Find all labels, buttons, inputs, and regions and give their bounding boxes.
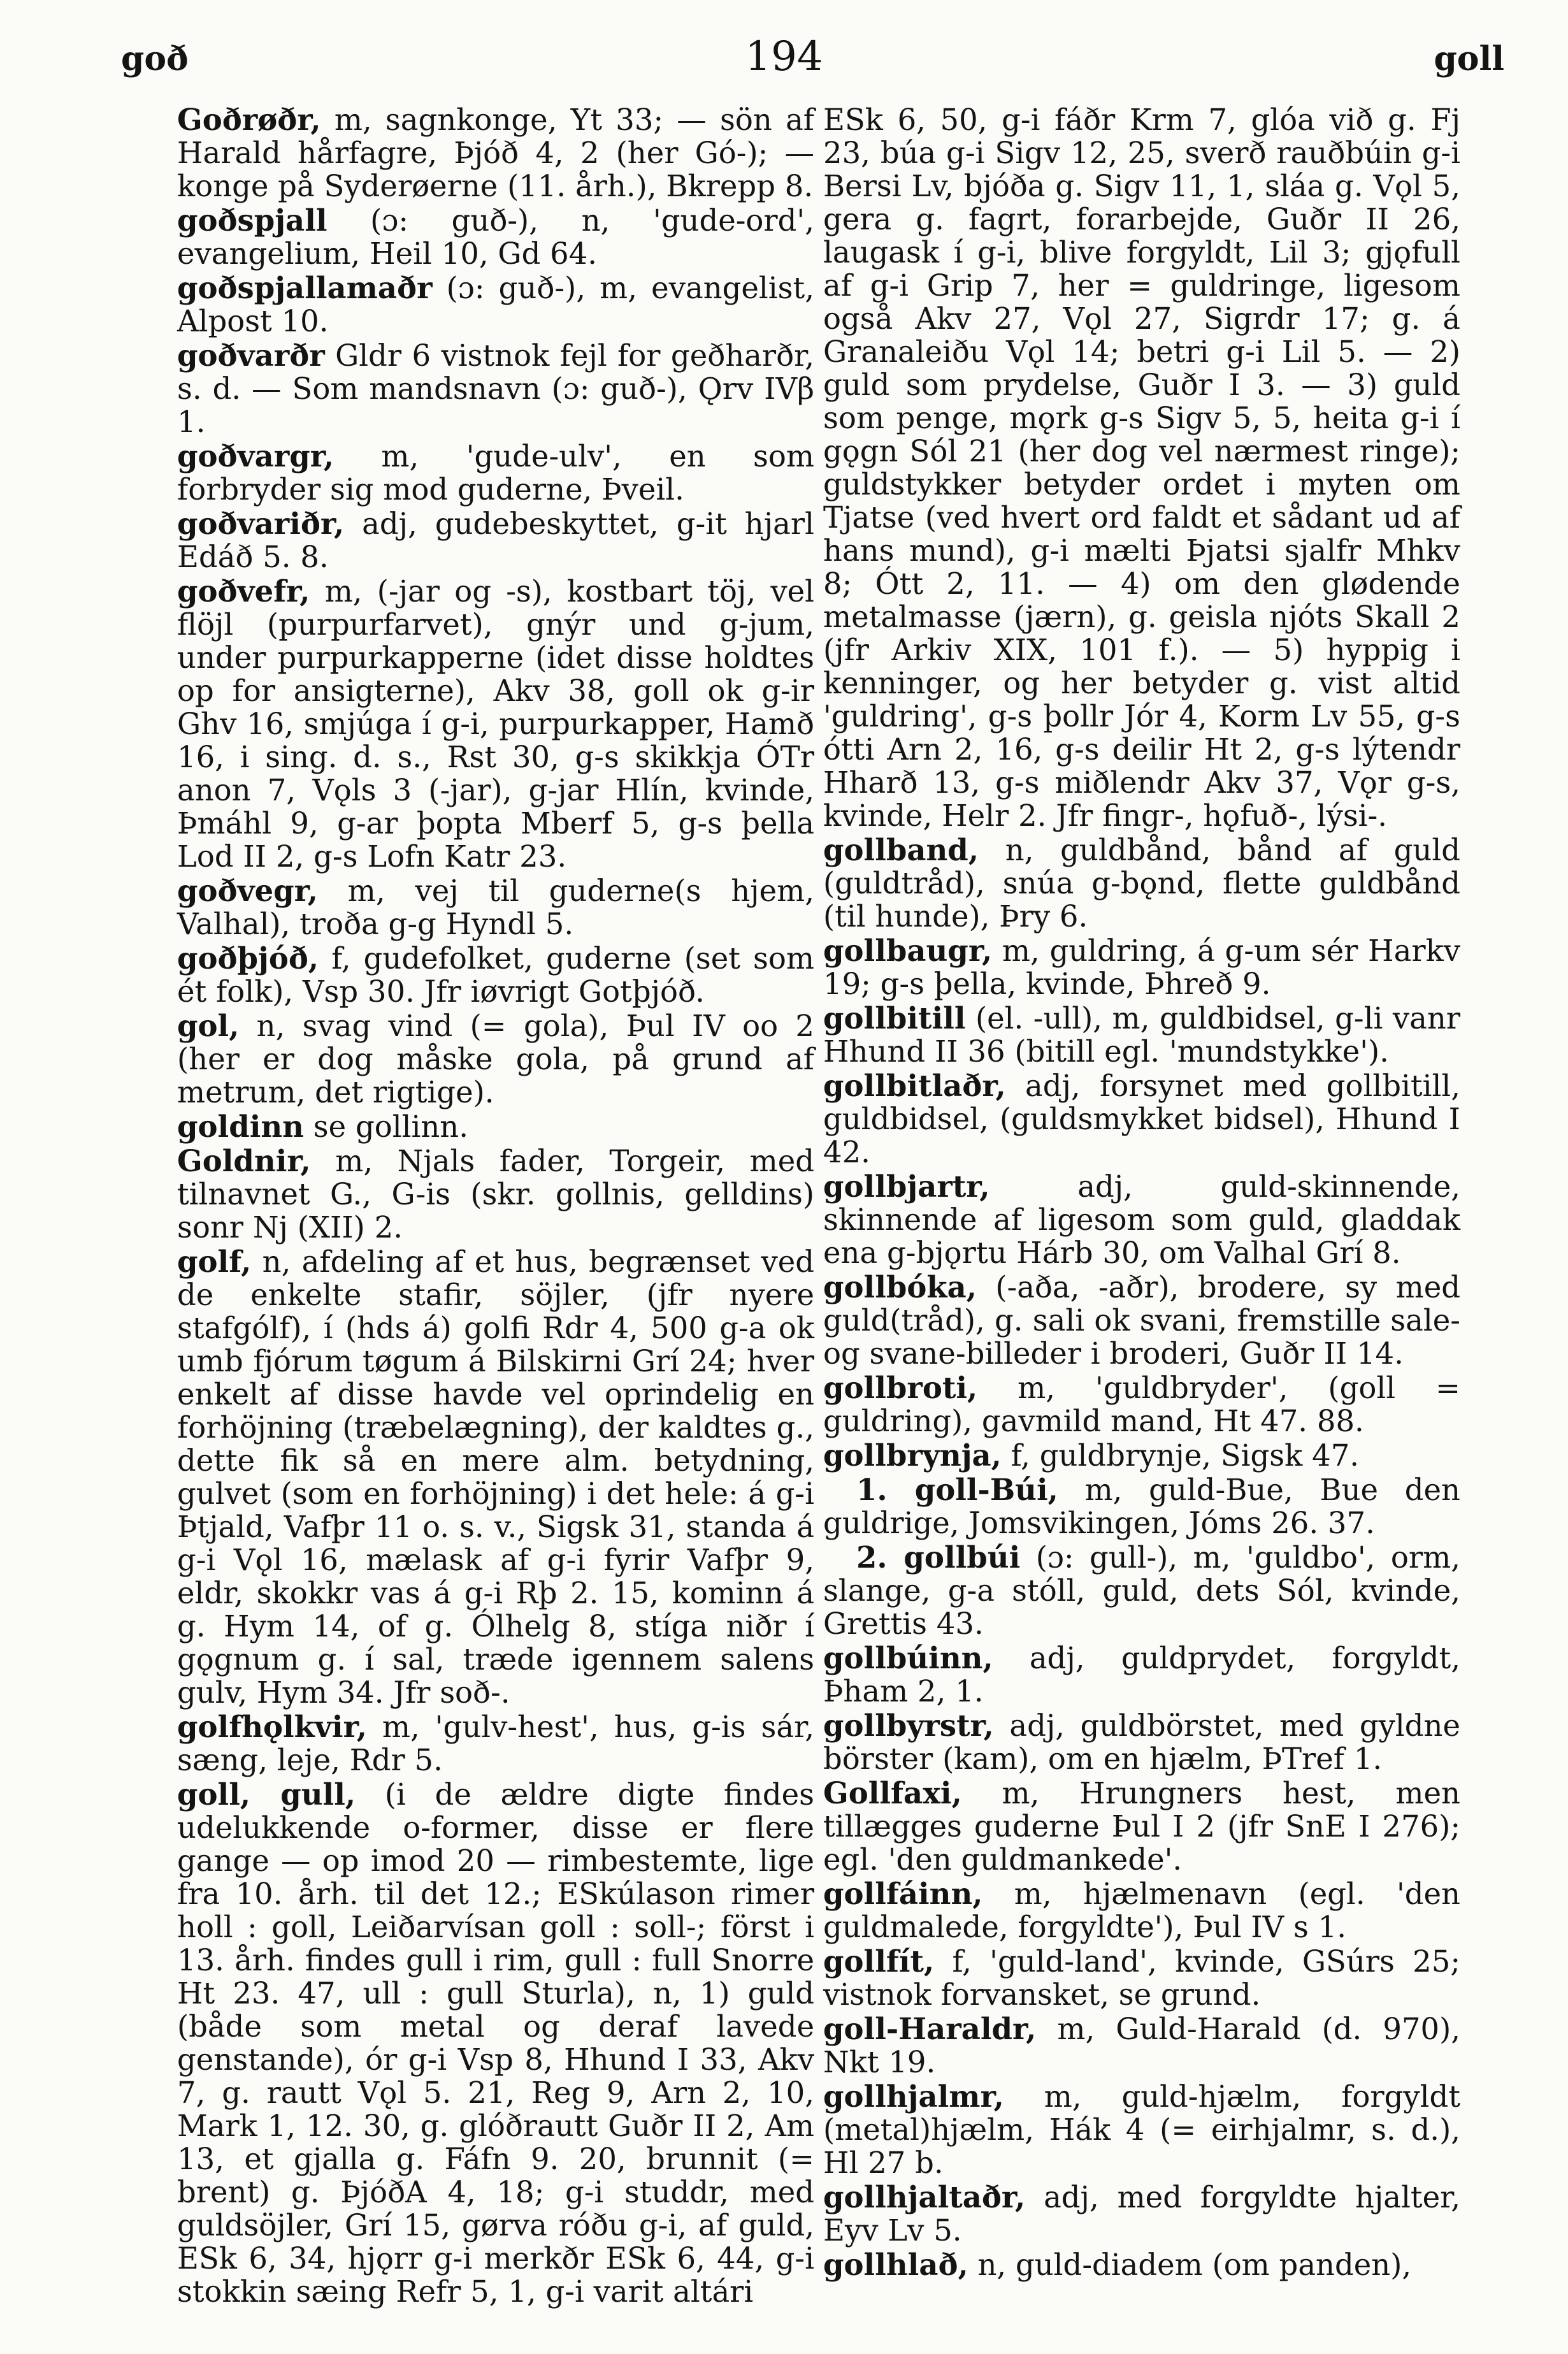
entry-headword: gol, — [177, 1008, 240, 1043]
page-number: 194 — [745, 33, 823, 80]
dictionary-entry — [177, 440, 814, 506]
dictionary-entry — [177, 874, 814, 941]
dictionary-entry — [177, 507, 814, 574]
page-header — [0, 33, 1568, 90]
entry-definition: m, vej til guderne(s hjem, Valhal), troða g-g Hyndl 5. — [177, 874, 814, 941]
dictionary-entry — [177, 339, 814, 438]
entry-headword: gollhjalmr, — [823, 2079, 1004, 2114]
dictionary-entry — [177, 204, 814, 270]
entry-definition: m, Guld-Harald (d. 970), Nkt 19. — [823, 2012, 1461, 2079]
entry-definition: f, 'guld-land', kvinde, GSúrs 25; vistnok forvansket, se grund. — [823, 1944, 1461, 2012]
dictionary-entry — [823, 1945, 1460, 2011]
dictionary-entry — [177, 575, 814, 873]
entry-headword: gollbjartr, — [823, 1169, 990, 1204]
entry-headword: goll-Haraldr, — [823, 2011, 1037, 2046]
dictionary-entry — [823, 1642, 1460, 1708]
entry-definition: n, svag vind (= gola), Þul IV oo 2 (her er dog måske gola, på grund af metrum, det rigtige). — [177, 1009, 814, 1109]
dictionary-entry — [177, 1778, 814, 2308]
dictionary-entry — [823, 2012, 1460, 2079]
entry-definition: n, guld-diadem (om panden), — [977, 2248, 1412, 2282]
dictionary-entry — [823, 2080, 1460, 2179]
entry-definition: adj, guld-skinnende, skinnende af ligesom som guld, gladdak ena g-bjǫrtu Hárb 30, om Valhal Grí 8. — [823, 1169, 1461, 1270]
dictionary-entry — [823, 2248, 1460, 2281]
entry-definition: f, guldbrynje, Sigsk 47. — [1011, 1438, 1360, 1473]
left-column — [177, 103, 814, 2309]
dictionary-entry — [823, 1170, 1460, 1269]
dictionary-entry — [823, 1371, 1460, 1438]
dictionary-entry — [177, 1009, 814, 1109]
entry-definition: (ɔ: guð-), m, evangelist, Alpost 10. — [177, 271, 814, 338]
entry-definition: (ɔ: guð-), n, 'gude-ord', evangelium, Heil 10, Gd 64. — [177, 203, 814, 271]
entry-definition: (ɔ: gull-), m, 'guldbo', orm, slange, g-a stóll, guld, dets Sól, kvinde, Grettis 43. — [823, 1540, 1460, 1641]
entry-headword: Goðrøðr, — [177, 102, 321, 137]
entry-definition: adj, forsynet med gollbitill, guldbidsel, (guldsmykket bidsel), Hhund I 42. — [823, 1069, 1461, 1169]
running-head-left: goð — [121, 40, 189, 78]
entry-headword: Gollfaxi, — [823, 1775, 962, 1810]
entry-definition: m, guldring, á g-um sér Harkv 19; g-s þella, kvinde, Þhreð 9. — [823, 934, 1461, 1001]
entry-headword: gollband, — [823, 832, 979, 867]
entry-definition: m, 'guldbryder', (goll = guldring), gavmild mand, Ht 47. 88. — [823, 1371, 1460, 1438]
dictionary-entry — [177, 271, 814, 338]
entry-definition: m, sagnkonge, Yt 33; — sön af Harald hårfagre, Þjóð 4, 2 (her Gó-); — konge på Syderøerne (11. årh.), Bkrepp 8. — [177, 103, 814, 203]
entry-definition: (el. -ull), m, guldbidsel, g-li vanr Hhund II 36 (bitill egl. 'mundstykke'). — [823, 1001, 1460, 1069]
entry-headword: goðspjall — [177, 203, 327, 238]
entry-headword: gollbroti, — [823, 1370, 978, 1405]
entry-headword: gollbyrstr, — [823, 1708, 994, 1743]
entry-headword: goðvefr, — [177, 574, 310, 609]
entry-headword: gollhjaltaðr, — [823, 2179, 1026, 2214]
dictionary-entry — [823, 1002, 1460, 1068]
dictionary-entry — [823, 1877, 1460, 1944]
dictionary-entry — [823, 1777, 1460, 1876]
entry-headword: gollbúinn, — [823, 1640, 993, 1675]
dictionary-entry — [823, 103, 1460, 832]
entry-headword: golf, — [177, 1244, 252, 1279]
dictionary-entry — [823, 2181, 1460, 2247]
entry-headword: gollfít, — [823, 1944, 935, 1979]
entry-definition: m, Hrungners hest, men tillægges guderne Þul I 2 (jfr SnE I 276); egl. 'den guldmankede'. — [823, 1776, 1460, 1877]
entry-definition: Gldr 6 vistnok fejl for geðharðr, s. d. — Som mandsnavn (ɔ: guð-), Ǫrv IVβ 1. — [177, 338, 814, 439]
entry-definition: n, guldbånd, bånd af guld (guldtråd), snúa g-bǫnd, flette guldbånd (til hunde), Þry 6. — [823, 833, 1460, 934]
dictionary-entry — [177, 1145, 814, 1244]
entry-definition: m, 'gude-ulv', en som forbryder sig mod guderne, Þveil. — [177, 439, 814, 507]
entry-headword: gollbaugr, — [823, 933, 993, 968]
entry-headword: gollbitlaðr, — [823, 1068, 1006, 1103]
entry-headword: goðvarðr — [177, 338, 325, 373]
entry-headword: gollbóka, — [823, 1269, 977, 1304]
entry-headword: goðþjóð, — [177, 941, 319, 976]
entry-definition: (i de ældre digte findes udelukkende o-former, disse er flere gange — op imod 20 — rimbestemte, lige fra 10. årh. til det 12.; ESkúlason rimer holl : goll, Leiðarvísan goll : soll-; först i 13. årh. findes gull i rim, gull : full Snorre Ht 23. 47, ull : gull Sturla), n, 1) guld (både som metal og deraf lavede genstande), ór g-i Vsp 8, Hhund I 33, Akv 7, g. rautt Vǫl 5. 21, Reg 9, Arn 2, 10, Mark 1, 12. 30, g. glóðrautt Guðr II 2, Am 13, et gjalla g. Fáfn 9. 20, brunnit (= brent) g. ÞjóðA 4, 18; g-i studdr, med guldsöjler, Grí 15, gørva róðu g-i, af guld, ESk 6, 34, hjǫrr g-i merkðr ESk 6, 44, g-i stokkin sæing Refr 5, 1, g-i varit altári — [177, 1777, 814, 2309]
entry-headword: 1. goll-Búi, — [856, 1472, 1058, 1507]
entry-definition: adj, gudebeskyttet, g-it hjarl Edáð 5. 8. — [177, 507, 814, 574]
right-column — [823, 103, 1460, 2283]
entry-definition: m, Njals fader, Torgeir, med tilnavnet G., G-is (skr. gollnis, gelldins) sonr Nj (XII) 2. — [177, 1144, 815, 1245]
dictionary-entry — [823, 1271, 1460, 1370]
entry-headword: gollfáinn, — [823, 1876, 983, 1911]
entry-headword: goðvariðr, — [177, 506, 345, 541]
entry-definition: adj, med forgyldte hjalter, Eyv Lv 5. — [823, 2180, 1461, 2248]
dictionary-entry — [823, 834, 1460, 933]
dictionary-entry — [823, 1473, 1460, 1540]
dictionary-entry — [823, 1541, 1460, 1640]
entry-headword: golfhǫlkvir, — [177, 1709, 367, 1744]
entry-headword: goðvargr, — [177, 438, 334, 473]
entry-definition: m, hjælmenavn (egl. 'den guldmalede, forgyldte'), Þul IV s 1. — [823, 1877, 1460, 1944]
dictionary-entry — [177, 1245, 814, 1709]
entry-headword: goðspjallamaðr — [177, 270, 433, 305]
entry-headword: gollbrynja, — [823, 1438, 1002, 1473]
dictionary-entry — [177, 942, 814, 1008]
dictionary-entry — [823, 934, 1460, 1000]
running-head-right: goll — [1434, 40, 1504, 78]
dictionary-entry — [177, 103, 814, 203]
entry-definition: m, guld-Bue, Bue den guldrige, Jomsvikingen, Jóms 26. 37. — [823, 1473, 1461, 1540]
dictionary-entry — [177, 1710, 814, 1777]
entry-headword: gollhlað, — [823, 2247, 968, 2282]
entry-definition: adj, guldprydet, forgyldt, Þham 2, 1. — [823, 1641, 1460, 1708]
entry-definition: adj, guldbörstet, med gyldne börster (kam), om en hjælm, ÞTref 1. — [823, 1708, 1460, 1776]
entry-definition: m, 'gulv-hest', hus, g-is sár, sæng, leje, Rdr 5. — [177, 1710, 814, 1777]
entry-definition: m, (-jar og -s), kostbart töj, vel flöjl (purpurfarvet), gnýr und g-jum, under purpurkapperne (idet disse holdtes op for ansigterne), Akv 38, goll ok g-ir Ghv 16, smjúga í g-i, purpurkapper, Hamð 16, i sing. d. s., Rst 30, g-s skikkja ÓTr anon 7, Vǫls 3 (-jar), g-jar Hlín, kvinde, Þmáhl 9, g-ar þopta Mberf 5, g-s þella Lod II 2, g-s Lofn Katr 23. — [177, 574, 814, 874]
entry-headword: Goldnir, — [177, 1143, 311, 1178]
entry-headword: gollbitill — [823, 1000, 966, 1036]
dictionary-entry — [823, 1069, 1460, 1169]
entry-definition: n, afdeling af et hus, begrænset ved de enkelte stafir, söjler, (jfr nyere stafgólf), í (hds á) golfi Rdr 4, 500 g-a ok umb fjórum tøgum á Bilskirni Grí 24; hver enkelt af disse havde vel oprindelig en forhöjning (træbelægning), der kaldtes g., dette fik så en mere alm. betydning, gulvet (som en forhöjning) i det hele: á g-i Þtjald, Vafþr 11 o. s. v., Sigsk 31, standa á g-i Vǫl 16, mælask af g-i fyrir Vafþr 9, eldr, skokkr vas á g-i Rþ 2. 15, kominn á g. Hym 14, of g. Ólhelg 8, stíga niðr í gǫgnum g. í sal, træde igennem salens gulv, Hym 34. Jfr soð-. — [177, 1245, 815, 1710]
entry-definition: ESk 6, 50, g-i fáðr Krm 7, glóa við g. Fj 23, búa g-i Sigv 12, 25, sverð rauðbúin g-i Bersi Lv, bjóða g. Sigv 11, 1, sláa g. Vǫl 5, gera g. fagrt, forarbejde, Guðr II 26, laugask í g-i, blive forgyldt, Lil 3; gjǫfull af g-i Grip 7, her = guldringe, ligesom også Akv 27, Vǫl 27, Sigrdr 17; g. á Granaleiðu Vǫl 14; betri g-i Lil 5. — 2) guld som prydelse, Guðr I 3. — 3) guld som penge, mǫrk g-s Sigv 5, 5, heita g-i í gǫgn Sól 21 (her dog vel nærmest ringe); guldstykker betyder ordet i myten om Tjatse (ved hvert ord faldt et sådant ud af hans mund), g-i mælti Þjatsi sjalfr Mhkv 8; Ótt 2, 11. — 4) om den glødende metalmasse (jærn), g. geisla njóts Skall 2 (jfr Arkiv XIX, 101 f.). — 5) hyppig i kenninger, og her betyder g. vist altid 'guldring', g-s þollr Jór 4, Korm Lv 55, g-s ótti Arn 2, 16, g-s deilir Ht 2, g-s lýtendr Hharð 13, g-s miðlendr Akv 37, Vǫr g-s, kvinde, Helr 2. Jfr fingr-, hǫfuð-, lýsi-. — [823, 103, 1460, 833]
entry-definition: m, guld-hjælm, forgyldt (metal)hjælm, Hák 4 (= eirhjalmr, s. d.), Hl 27 b. — [823, 2079, 1460, 2180]
dictionary-entry — [823, 1439, 1460, 1472]
dictionary-entry — [177, 1110, 814, 1143]
entry-definition: (-aða, -aðr), brodere, sy med guld(tråd), g. sali ok svani, fremstille sale- og svane-billeder i broderi, Guðr II 14. — [823, 1270, 1460, 1371]
entry-headword: 2. gollbúi — [856, 1540, 1021, 1575]
entry-definition: f, gudefolket, guderne (set som ét folk), Vsp 30. Jfr iøvrigt Gotþjóð. — [177, 941, 814, 1009]
entry-headword: goðvegr, — [177, 873, 318, 908]
dictionary-entry — [823, 1709, 1460, 1775]
entry-headword: goldinn — [177, 1109, 304, 1144]
entry-definition: se gollinn. — [313, 1109, 468, 1144]
entry-headword: goll, gull, — [177, 1777, 356, 1812]
